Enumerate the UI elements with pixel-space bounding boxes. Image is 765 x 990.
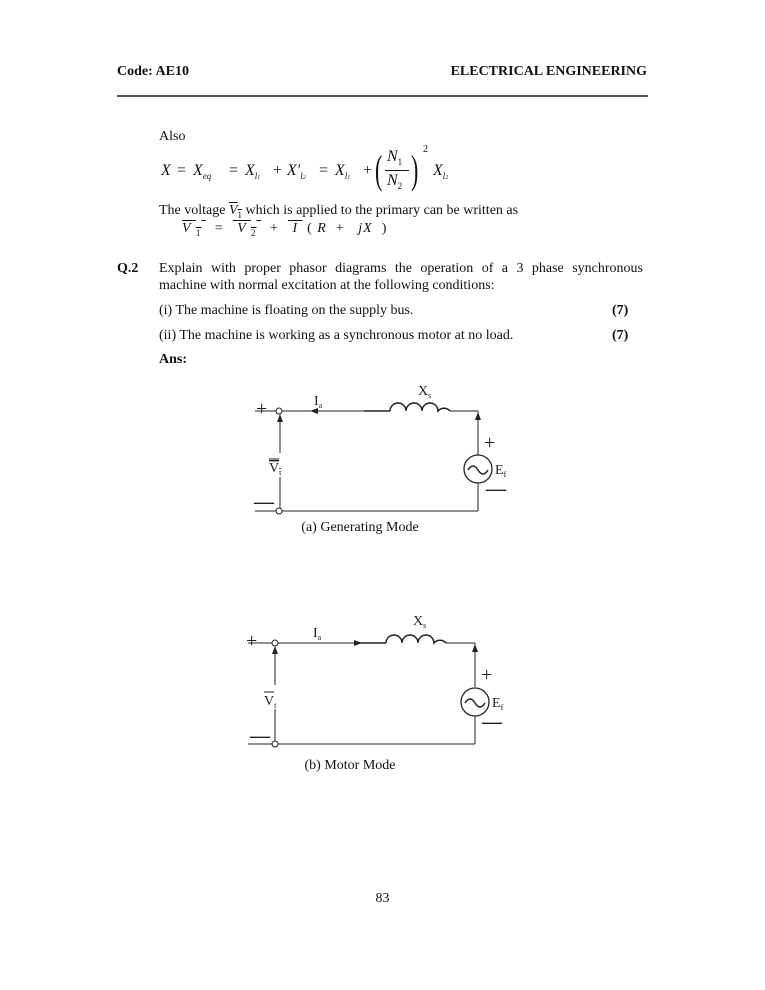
svg-text:+: + — [256, 398, 268, 420]
inductor-icon — [390, 403, 450, 411]
fraction-bar — [385, 170, 409, 171]
svg-text:—: — — [254, 491, 274, 513]
question-text-line1: Explain with proper phasor diagrams the operation of a 3 phase synchronous — [159, 261, 643, 276]
document-code: Code: AE10 — [117, 64, 189, 79]
reactance-equation — [161, 146, 461, 196]
svg-text:+: + — [246, 630, 258, 652]
question-part-2: (ii) The machine is working as a synchronous motor at no load. — [159, 328, 514, 343]
question-part-1-marks: (7) — [612, 303, 629, 318]
svg-text:+: + — [484, 432, 496, 454]
eq-sign-3: = — [319, 162, 329, 179]
svg-text:Ia: $I_a$ — [313, 626, 322, 642]
page-number: 83 — [375, 891, 390, 906]
eq-sign-2: = — [229, 162, 239, 179]
inductor-icon — [386, 635, 446, 643]
eq-x-l1-b: $X_{l1}$ — [335, 162, 351, 181]
question-number: Q.2 — [117, 261, 139, 276]
answer-label: Ans: — [159, 352, 188, 367]
svg-text:+: + — [481, 664, 493, 686]
v1-symbol: $V_1$ — [228, 203, 243, 220]
eq-x-lhs: X — [161, 162, 171, 179]
svg-text:Ia: $I_a$ — [314, 394, 323, 410]
voltage-sentence: The voltage $V_1$ which is applied to the primary can be written as — [159, 203, 519, 220]
eq-x-l2-b: $X_{l2}$ — [433, 162, 449, 181]
eq-v1: V $_1$ — [182, 221, 202, 238]
eq-plus-2: + — [363, 162, 373, 179]
header-divider — [117, 95, 648, 97]
paren-open: ( — [375, 147, 383, 192]
svg-text:—: — — [482, 711, 502, 733]
question-text-line2: machine with normal excitation at the following conditions: — [159, 278, 495, 293]
fraction-numerator: $N_1$ — [387, 148, 403, 167]
eq-x-l2-prime: $X'_{l2}$ — [287, 162, 306, 181]
question-part-1: (i) The machine is floating on the supply bus. — [159, 303, 414, 318]
svg-text:Xs: $X_s$ — [413, 614, 427, 630]
eq-x-eq: $X_{eq}$ — [193, 162, 212, 181]
figure-a-caption: (a) Generating Mode — [301, 520, 419, 535]
svg-text:Vt: $V_t$ — [269, 461, 282, 477]
svg-text:Vt: $V_t$ — [264, 694, 277, 710]
eq-x-l1: $X_{l1}$ — [245, 162, 261, 181]
svg-text:—: — — [250, 725, 270, 747]
also-label: Also — [159, 129, 186, 144]
svg-text:Ef: $E_f$ — [492, 696, 504, 712]
svg-text:—: — — [486, 478, 506, 500]
voltage-equation: V $_1$ = V $_2$ + I ( R + jX ) — [182, 221, 388, 238]
paren-close: ) — [411, 147, 419, 192]
eq-sign-1: = — [177, 162, 187, 179]
eq-v2: V $_2$ — [237, 221, 257, 238]
eq-plus-1: + — [273, 162, 283, 179]
eq-i: I — [292, 221, 299, 236]
fraction-denominator: $N_2$ — [387, 172, 403, 191]
document-subject: ELECTRICAL ENGINEERING — [450, 64, 647, 79]
figure-b-caption: (b) Motor Mode — [304, 758, 396, 773]
svg-text:Ef: $E_f$ — [495, 463, 507, 479]
svg-text:Xs: $X_s$ — [418, 384, 432, 400]
exponent: 2 — [423, 144, 428, 155]
question-part-2-marks: (7) — [612, 328, 629, 343]
